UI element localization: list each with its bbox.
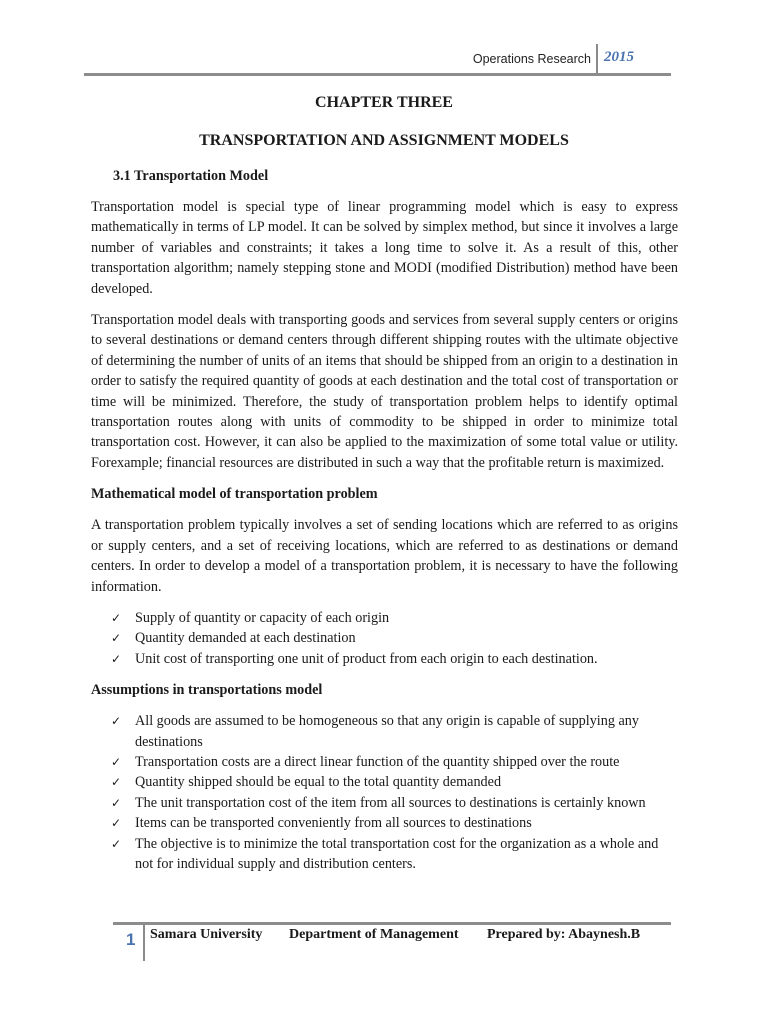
checkmark-icon: ✓	[111, 775, 122, 790]
info-list	[91, 608, 678, 669]
header-subject: Operations Research	[472, 52, 591, 66]
page-number: 1	[126, 930, 136, 949]
math-model-heading: Mathematical model of transportation problem	[91, 486, 378, 503]
footer-divider	[143, 925, 145, 961]
list-item-text: The objective is to minimize the total transportation cost for the organization as a whole and not for individual supply and distribution centers.	[135, 835, 659, 872]
checkmark-icon: ✓	[111, 816, 122, 831]
page-footer	[113, 922, 671, 962]
checkmark-icon: ✓	[111, 754, 122, 769]
section-title: TRANSPORTATION AND ASSIGNMENT MODELS	[199, 132, 569, 149]
chapter-title: CHAPTER THREE	[315, 94, 453, 111]
math-model-paragraph: A transportation problem typically involves a set of sending locations which are referred to as origins or supply centers, and a set of receiving locations, which are referred to as destinations or demand centers. In order to develop a model of a transportation problem, it is necessary to have the following information.	[91, 517, 678, 595]
list-item	[111, 752, 678, 772]
header-year: 2015	[604, 49, 634, 65]
header-rule	[84, 73, 671, 76]
list-item	[111, 834, 678, 875]
list-item	[111, 711, 678, 752]
assumptions-list	[91, 711, 678, 874]
list-item	[111, 628, 678, 648]
list-item-text: Quantity shipped should be equal to the total quantity demanded	[135, 774, 502, 791]
footer-prepared-by: Prepared by: Abaynesh.B	[487, 927, 641, 942]
list-item-text: Quantity demanded at each destination	[135, 630, 356, 647]
list-item-text: All goods are assumed to be homogeneous so that any origin is capable of supplying any destinations	[135, 713, 639, 750]
main-content	[91, 166, 678, 885]
footer-rule	[113, 922, 671, 925]
footer-university: Samara University	[150, 927, 263, 942]
footer-department: Department of Management	[289, 927, 459, 942]
list-item	[111, 813, 678, 833]
page-header	[84, 44, 671, 76]
checkmark-icon: ✓	[111, 610, 122, 625]
header-divider	[596, 44, 598, 74]
list-item	[111, 793, 678, 813]
subsection-heading: 3.1 Transportation Model	[113, 168, 269, 184]
list-item	[111, 608, 678, 628]
assumptions-heading: Assumptions in transportations model	[91, 682, 323, 699]
checkmark-icon: ✓	[111, 651, 122, 666]
list-item-text: Items can be transported conveniently from all sources to destinations	[135, 815, 532, 832]
checkmark-icon: ✓	[111, 631, 122, 646]
checkmark-icon: ✓	[111, 714, 122, 729]
paragraph: Transportation model is special type of linear programming model which is easy to express mathematically in terms of LP model. It can be solved by simplex method, but since it involves a large number of variables and constraints; it takes a long time to solve it. As a result of this, other transportation algorithm; namely stepping stone and MODI (modified Distribution) method have been developed.	[91, 199, 678, 297]
paragraph: Transportation model deals with transporting goods and services from several supply centers or origins to several destinations or demand centers through different shipping routes with the ultimate objective of determining the number of units of an items that should be shipped from an origin to a destination in order to satisfy the required quantity of goods at each destination and the total cost of transportation or time will be minimized. Therefore, the study of transportation problem helps to identify optimal transportation routes along with units of commodity to be shipped in order to minimize total transportation cost. However, it can also be applied to the maximization of some total value or utility. Forexample; financial resources are distributed in such a way that the profitable return is maximized.	[91, 312, 678, 471]
list-item	[111, 772, 678, 792]
checkmark-icon: ✓	[111, 836, 122, 851]
list-item-text: Supply of quantity or capacity of each origin	[135, 609, 390, 626]
list-item-text: Unit cost of transporting one unit of product from each origin to each destination.	[135, 650, 598, 667]
list-item-text: Transportation costs are a direct linear function of the quantity shipped over the route	[135, 753, 620, 770]
list-item	[111, 649, 678, 669]
list-item-text: The unit transportation cost of the item from all sources to destinations is certainly known	[135, 794, 646, 811]
checkmark-icon: ✓	[111, 795, 122, 810]
